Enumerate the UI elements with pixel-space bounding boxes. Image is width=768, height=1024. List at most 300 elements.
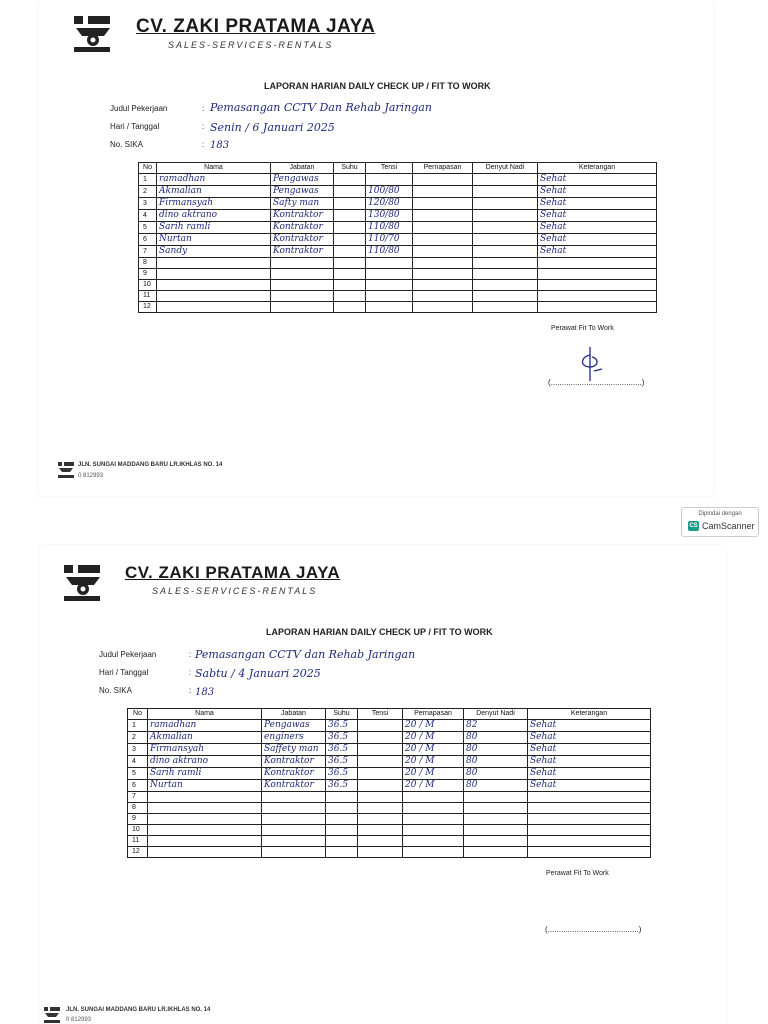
cell-jabatan-value: enginers bbox=[264, 732, 304, 742]
cell-no: 3 bbox=[139, 198, 157, 210]
cell-jabatan bbox=[262, 847, 326, 858]
cell-suhu bbox=[326, 768, 358, 780]
cell-denyut-nadi-value: 80 bbox=[466, 780, 478, 790]
cell-tensi-value: 110/80 bbox=[368, 246, 400, 256]
cell-pernapasan bbox=[413, 302, 473, 313]
cell-nama-value: Sarih ramli bbox=[159, 222, 211, 232]
cell-suhu bbox=[334, 302, 366, 313]
cell-pernapasan bbox=[413, 291, 473, 302]
cell-denyut-nadi bbox=[464, 768, 528, 780]
cell-nama-value: Nurtan bbox=[150, 780, 183, 790]
cell-nama bbox=[157, 291, 271, 302]
cell-jabatan-value: Safty man bbox=[273, 198, 320, 208]
cell-keterangan bbox=[538, 174, 657, 186]
cell-nama bbox=[148, 792, 262, 803]
cell-pernapasan bbox=[403, 768, 464, 780]
cell-pernapasan-value: 20 / M bbox=[405, 732, 435, 742]
colon: : bbox=[202, 122, 205, 131]
sika-value: 183 bbox=[195, 687, 215, 698]
cell-no: 2 bbox=[128, 732, 148, 744]
company-name: CV. ZAKI PRATAMA JAYA bbox=[136, 16, 376, 37]
cell-no: 1 bbox=[128, 720, 148, 732]
cell-no: 3 bbox=[128, 744, 148, 756]
cell-denyut-nadi bbox=[464, 780, 528, 792]
cell-pernapasan bbox=[413, 234, 473, 246]
cell-tensi bbox=[366, 198, 413, 210]
cell-keterangan-value: Sehat bbox=[530, 756, 557, 766]
hari-label: Hari / Tanggal bbox=[110, 122, 160, 131]
cell-keterangan bbox=[538, 198, 657, 210]
cell-keterangan bbox=[528, 792, 651, 803]
report-sheet-2 bbox=[40, 545, 727, 1024]
cell-pernapasan bbox=[413, 174, 473, 186]
cell-denyut-nadi bbox=[464, 814, 528, 825]
cell-pernapasan-value: 20 / M bbox=[405, 768, 435, 778]
meta-row-hari bbox=[99, 668, 519, 686]
meta-row-sika bbox=[99, 686, 519, 704]
cell-keterangan-value: Sehat bbox=[540, 222, 567, 232]
cell-tensi bbox=[358, 744, 403, 756]
table-header-row bbox=[139, 163, 657, 174]
cell-jabatan bbox=[271, 280, 334, 291]
cell-pernapasan bbox=[413, 280, 473, 291]
company-phone: 0 812993 bbox=[66, 1017, 92, 1023]
cell-no: 10 bbox=[139, 280, 157, 291]
column-header-keterangan: Keterangan bbox=[538, 163, 657, 174]
cell-nama bbox=[157, 174, 271, 186]
cell-jabatan bbox=[262, 720, 326, 732]
cell-nama bbox=[148, 825, 262, 836]
cell-keterangan-value: Sehat bbox=[540, 174, 567, 184]
cell-keterangan bbox=[538, 258, 657, 269]
cell-jabatan-value: Kontraktor bbox=[264, 768, 314, 778]
cell-tensi bbox=[366, 186, 413, 198]
cell-suhu-value: 36.5 bbox=[328, 720, 349, 730]
cell-nama bbox=[157, 186, 271, 198]
cell-suhu bbox=[334, 280, 366, 291]
table-row bbox=[128, 720, 651, 732]
cell-suhu bbox=[334, 210, 366, 222]
cell-denyut-nadi bbox=[473, 246, 538, 258]
table-row bbox=[128, 847, 651, 858]
colon: : bbox=[202, 140, 205, 149]
cell-pernapasan bbox=[403, 744, 464, 756]
cell-tensi bbox=[358, 814, 403, 825]
cell-tensi-value: 120/80 bbox=[368, 198, 400, 208]
column-header-no: No bbox=[128, 709, 148, 720]
cell-jabatan bbox=[262, 768, 326, 780]
column-header-nama: Nama bbox=[148, 709, 262, 720]
cell-no: 2 bbox=[139, 186, 157, 198]
cell-keterangan-value: Sehat bbox=[540, 198, 567, 208]
cell-nama bbox=[148, 768, 262, 780]
cell-suhu bbox=[334, 174, 366, 186]
cell-nama bbox=[157, 258, 271, 269]
camscanner-caption: Dipindai dengan bbox=[698, 511, 742, 517]
cell-no: 4 bbox=[128, 756, 148, 768]
table-row bbox=[128, 814, 651, 825]
column-header-denyut-nadi: Denyut Nadi bbox=[464, 709, 528, 720]
colon: : bbox=[189, 650, 192, 659]
cell-denyut-nadi bbox=[473, 186, 538, 198]
cell-keterangan bbox=[528, 836, 651, 847]
camscanner-logo-icon: CS bbox=[689, 523, 698, 529]
cell-denyut-nadi-value: 80 bbox=[466, 744, 478, 754]
cell-suhu bbox=[334, 246, 366, 258]
cell-jabatan-value: Kontraktor bbox=[264, 756, 314, 766]
cell-nama bbox=[148, 847, 262, 858]
table-row bbox=[128, 756, 651, 768]
company-logo-icon bbox=[62, 563, 104, 603]
meta-row-judul bbox=[110, 101, 510, 122]
cell-nama bbox=[157, 269, 271, 280]
company-tagline: SALES-SERVICES-RENTALS bbox=[168, 40, 334, 50]
cell-pernapasan bbox=[403, 825, 464, 836]
cell-jabatan bbox=[271, 198, 334, 210]
cell-denyut-nadi bbox=[473, 291, 538, 302]
signature-line: (.........................................) bbox=[548, 378, 645, 387]
cell-tensi bbox=[358, 792, 403, 803]
table-row bbox=[139, 269, 657, 280]
table-row bbox=[128, 780, 651, 792]
camscanner-badge bbox=[681, 507, 759, 537]
cell-pernapasan bbox=[403, 792, 464, 803]
cell-keterangan bbox=[528, 847, 651, 858]
cell-jabatan bbox=[262, 792, 326, 803]
cell-denyut-nadi bbox=[473, 280, 538, 291]
cell-denyut-nadi bbox=[473, 269, 538, 280]
table-row bbox=[139, 186, 657, 198]
cell-keterangan-value: Sehat bbox=[540, 246, 567, 256]
cell-denyut-nadi bbox=[464, 756, 528, 768]
cell-nama bbox=[157, 222, 271, 234]
cell-tensi bbox=[366, 280, 413, 291]
cell-denyut-nadi bbox=[473, 222, 538, 234]
cell-pernapasan bbox=[413, 258, 473, 269]
cell-suhu-value: 36.5 bbox=[328, 780, 349, 790]
cell-nama-value: dino aktrano bbox=[150, 756, 209, 766]
cell-jabatan-value: Pengawas bbox=[273, 174, 319, 184]
meta-row-judul bbox=[99, 650, 519, 668]
cell-nama-value: Nurtan bbox=[159, 234, 192, 244]
table-row bbox=[128, 825, 651, 836]
cell-keterangan-value: Sehat bbox=[530, 720, 557, 730]
cell-suhu bbox=[334, 291, 366, 302]
cell-jabatan bbox=[262, 803, 326, 814]
cell-jabatan bbox=[271, 258, 334, 269]
cell-keterangan-value: Sehat bbox=[530, 768, 557, 778]
table-row bbox=[139, 258, 657, 269]
cell-no: 12 bbox=[139, 302, 157, 313]
cell-tensi bbox=[366, 291, 413, 302]
cell-tensi-value: 100/80 bbox=[368, 186, 400, 196]
cell-jabatan bbox=[262, 814, 326, 825]
cell-no: 9 bbox=[139, 269, 157, 280]
cell-keterangan bbox=[538, 269, 657, 280]
cell-pernapasan-value: 20 / M bbox=[405, 720, 435, 730]
column-header-nama: Nama bbox=[157, 163, 271, 174]
cell-keterangan bbox=[528, 780, 651, 792]
cell-no: 6 bbox=[139, 234, 157, 246]
cell-pernapasan bbox=[403, 847, 464, 858]
cell-keterangan bbox=[528, 768, 651, 780]
cell-nama-value: Firmansyah bbox=[150, 744, 204, 754]
cell-keterangan bbox=[538, 186, 657, 198]
cell-jabatan-value: Saffety man bbox=[264, 744, 319, 754]
cell-denyut-nadi-value: 82 bbox=[466, 720, 478, 730]
cell-denyut-nadi bbox=[473, 198, 538, 210]
cell-nama-value: Akmalian bbox=[150, 732, 193, 742]
column-header-no: No bbox=[139, 163, 157, 174]
sika-label: No. SIKA bbox=[110, 140, 143, 149]
cell-jabatan bbox=[271, 222, 334, 234]
cell-keterangan bbox=[538, 246, 657, 258]
cell-jabatan bbox=[271, 234, 334, 246]
cell-suhu bbox=[326, 836, 358, 847]
column-header-pernapasan: Pernapasan bbox=[403, 709, 464, 720]
cell-suhu bbox=[334, 258, 366, 269]
camscanner-brand-name: CamScanner bbox=[702, 521, 755, 531]
report-title: LAPORAN HARIAN DAILY CHECK UP / FIT TO WORK bbox=[266, 627, 493, 637]
cell-jabatan bbox=[271, 186, 334, 198]
cell-jabatan bbox=[271, 302, 334, 313]
hari-value: Senin / 6 Januari 2025 bbox=[210, 121, 335, 134]
column-header-jabatan: Jabatan bbox=[262, 709, 326, 720]
cell-tensi bbox=[366, 234, 413, 246]
cell-denyut-nadi bbox=[473, 174, 538, 186]
column-header-tensi: Tensi bbox=[366, 163, 413, 174]
cell-jabatan-value: Kontraktor bbox=[273, 246, 323, 256]
cell-suhu bbox=[326, 825, 358, 836]
table-row bbox=[128, 792, 651, 803]
cell-tensi bbox=[358, 768, 403, 780]
cell-jabatan-value: Kontraktor bbox=[273, 210, 323, 220]
cell-nama-value: ramadhan bbox=[159, 174, 206, 184]
cell-tensi bbox=[358, 780, 403, 792]
cell-pernapasan bbox=[403, 756, 464, 768]
column-header-jabatan: Jabatan bbox=[271, 163, 334, 174]
cell-keterangan bbox=[538, 280, 657, 291]
hari-value: Sabtu / 4 Januari 2025 bbox=[195, 667, 321, 680]
cell-denyut-nadi bbox=[464, 732, 528, 744]
cell-jabatan bbox=[271, 210, 334, 222]
cell-nama bbox=[148, 836, 262, 847]
table-row bbox=[128, 803, 651, 814]
cell-tensi bbox=[366, 174, 413, 186]
cell-denyut-nadi bbox=[464, 847, 528, 858]
table-row bbox=[128, 732, 651, 744]
cell-keterangan bbox=[528, 720, 651, 732]
cell-pernapasan bbox=[413, 246, 473, 258]
cell-nama-value: ramadhan bbox=[150, 720, 197, 730]
cell-pernapasan bbox=[403, 732, 464, 744]
column-header-suhu: Suhu bbox=[334, 163, 366, 174]
report-meta bbox=[99, 650, 519, 704]
cell-nama bbox=[148, 744, 262, 756]
report-sheet-1 bbox=[38, 0, 714, 496]
cell-no: 10 bbox=[128, 825, 148, 836]
cell-keterangan-value: Sehat bbox=[540, 234, 567, 244]
cell-jabatan bbox=[262, 732, 326, 744]
cell-suhu bbox=[334, 269, 366, 280]
cell-tensi bbox=[366, 302, 413, 313]
cell-keterangan bbox=[538, 222, 657, 234]
report-title: LAPORAN HARIAN DAILY CHECK UP / FIT TO WORK bbox=[264, 81, 491, 91]
cell-suhu bbox=[326, 847, 358, 858]
cell-tensi bbox=[358, 803, 403, 814]
footer-logo-icon bbox=[44, 1005, 60, 1024]
cell-nama bbox=[148, 814, 262, 825]
judul-label: Judul Pekerjaan bbox=[99, 650, 157, 659]
sika-label: No. SIKA bbox=[99, 686, 132, 695]
footer-logo-icon bbox=[58, 460, 74, 482]
cell-nama bbox=[148, 756, 262, 768]
cell-pernapasan-value: 20 / M bbox=[405, 780, 435, 790]
cell-jabatan bbox=[262, 744, 326, 756]
cell-suhu-value: 36.5 bbox=[328, 756, 349, 766]
table-row bbox=[139, 291, 657, 302]
cell-nama bbox=[157, 234, 271, 246]
cell-keterangan bbox=[538, 234, 657, 246]
cell-nama bbox=[157, 198, 271, 210]
cell-jabatan-value: Kontraktor bbox=[264, 780, 314, 790]
cell-no: 8 bbox=[139, 258, 157, 269]
cell-tensi bbox=[358, 825, 403, 836]
cell-tensi bbox=[366, 258, 413, 269]
cell-no: 1 bbox=[139, 174, 157, 186]
cell-nama bbox=[157, 302, 271, 313]
judul-label: Judul Pekerjaan bbox=[110, 104, 168, 113]
cell-nama-value: dino aktrano bbox=[159, 210, 218, 220]
cell-suhu bbox=[334, 186, 366, 198]
cell-suhu bbox=[326, 792, 358, 803]
cell-jabatan-value: Kontraktor bbox=[273, 222, 323, 232]
cell-no: 7 bbox=[128, 792, 148, 803]
cell-no: 4 bbox=[139, 210, 157, 222]
cell-tensi bbox=[366, 246, 413, 258]
cell-denyut-nadi-value: 80 bbox=[466, 732, 478, 742]
cell-suhu bbox=[326, 756, 358, 768]
cell-nama bbox=[148, 732, 262, 744]
cell-tensi bbox=[366, 210, 413, 222]
cell-jabatan bbox=[262, 780, 326, 792]
cell-jabatan bbox=[262, 836, 326, 847]
cell-tensi bbox=[366, 269, 413, 280]
signature-line: (.........................................) bbox=[545, 925, 642, 934]
table-row bbox=[128, 744, 651, 756]
cell-keterangan-value: Sehat bbox=[530, 732, 557, 742]
cell-nama bbox=[157, 210, 271, 222]
cell-jabatan bbox=[262, 756, 326, 768]
health-check-table bbox=[138, 162, 657, 313]
column-header-keterangan: Keterangan bbox=[528, 709, 651, 720]
cell-pernapasan-value: 20 / M bbox=[405, 744, 435, 754]
cell-tensi-value: 110/80 bbox=[368, 222, 400, 232]
hari-label: Hari / Tanggal bbox=[99, 668, 149, 677]
cell-denyut-nadi-value: 80 bbox=[466, 768, 478, 778]
cell-jabatan-value: Pengawas bbox=[273, 186, 319, 196]
company-tagline: SALES-SERVICES-RENTALS bbox=[152, 586, 318, 596]
cell-suhu bbox=[326, 814, 358, 825]
cell-jabatan bbox=[271, 269, 334, 280]
cell-suhu bbox=[326, 720, 358, 732]
cell-suhu bbox=[334, 198, 366, 210]
cell-suhu-value: 36.5 bbox=[328, 768, 349, 778]
column-header-tensi: Tensi bbox=[358, 709, 403, 720]
cell-nama-value: Sarih ramli bbox=[150, 768, 202, 778]
company-name: CV. ZAKI PRATAMA JAYA bbox=[125, 563, 341, 582]
table-row bbox=[139, 234, 657, 246]
health-check-table bbox=[127, 708, 651, 858]
cell-pernapasan bbox=[413, 222, 473, 234]
cell-tensi bbox=[366, 222, 413, 234]
cell-no: 6 bbox=[128, 780, 148, 792]
cell-keterangan bbox=[528, 803, 651, 814]
table-row bbox=[139, 210, 657, 222]
cell-suhu-value: 36.5 bbox=[328, 732, 349, 742]
cell-keterangan-value: Sehat bbox=[530, 780, 557, 790]
cell-denyut-nadi bbox=[464, 720, 528, 732]
cell-denyut-nadi bbox=[473, 210, 538, 222]
cell-pernapasan bbox=[403, 720, 464, 732]
camscanner-brand bbox=[688, 521, 755, 531]
column-header-denyut-nadi: Denyut Nadi bbox=[473, 163, 538, 174]
table-row bbox=[139, 246, 657, 258]
cell-jabatan bbox=[271, 291, 334, 302]
cell-keterangan bbox=[538, 291, 657, 302]
cell-jabatan bbox=[271, 174, 334, 186]
cell-pernapasan bbox=[403, 836, 464, 847]
cell-denyut-nadi-value: 80 bbox=[466, 756, 478, 766]
cell-jabatan bbox=[271, 246, 334, 258]
company-address: JLN. SUNGAI MADDANG BARU LR.IKHLAS NO. 14 bbox=[78, 462, 223, 468]
cell-keterangan bbox=[528, 825, 651, 836]
cell-denyut-nadi bbox=[464, 825, 528, 836]
table-row bbox=[128, 836, 651, 847]
cell-keterangan bbox=[528, 756, 651, 768]
cell-keterangan bbox=[528, 744, 651, 756]
cell-suhu bbox=[334, 222, 366, 234]
company-phone: 0 812993 bbox=[78, 473, 104, 479]
cell-pernapasan bbox=[413, 198, 473, 210]
cell-pernapasan bbox=[413, 269, 473, 280]
column-header-suhu: Suhu bbox=[326, 709, 358, 720]
cell-suhu bbox=[334, 234, 366, 246]
judul-value: Pemasangan CCTV dan Rehab Jaringan bbox=[195, 648, 416, 661]
cell-denyut-nadi bbox=[464, 744, 528, 756]
colon: : bbox=[202, 104, 205, 113]
cell-keterangan-value: Sehat bbox=[530, 744, 557, 754]
cell-nama bbox=[148, 720, 262, 732]
cell-no: 5 bbox=[139, 222, 157, 234]
cell-denyut-nadi bbox=[473, 258, 538, 269]
cell-denyut-nadi bbox=[464, 836, 528, 847]
cell-nama bbox=[157, 280, 271, 291]
column-header-pernapasan: Pernapasan bbox=[413, 163, 473, 174]
table-row bbox=[139, 280, 657, 291]
cell-nama bbox=[148, 780, 262, 792]
cell-no: 12 bbox=[128, 847, 148, 858]
perawat-label: Perawat Fit To Work bbox=[551, 325, 614, 332]
meta-row-hari bbox=[110, 122, 510, 140]
cell-no: 9 bbox=[128, 814, 148, 825]
cell-nama-value: Sandy bbox=[159, 246, 188, 256]
cell-tensi bbox=[358, 732, 403, 744]
report-meta bbox=[110, 101, 510, 158]
table-row bbox=[139, 222, 657, 234]
cell-tensi-value: 110/70 bbox=[368, 234, 400, 244]
cell-suhu bbox=[326, 803, 358, 814]
